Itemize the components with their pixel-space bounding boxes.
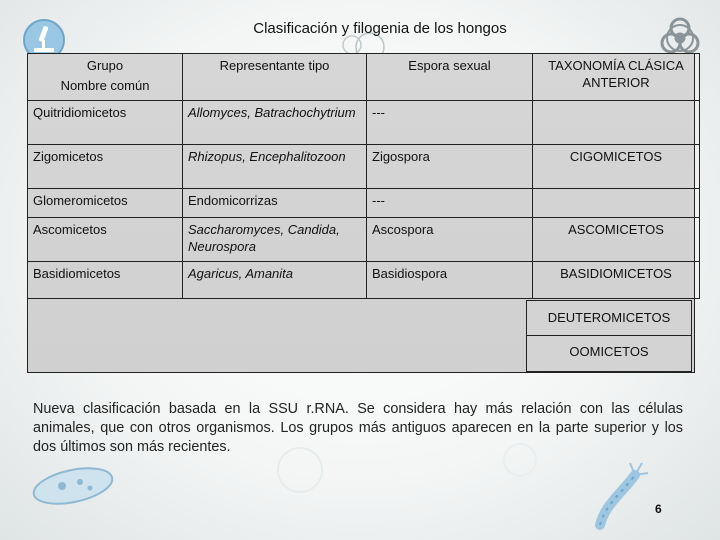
cell-representante: Rhizopus, Encephalitozoon (183, 145, 367, 189)
page-title: Clasificación y filogenia de los hongos (253, 20, 507, 37)
cell-grupo: Quitridiomicetos (28, 101, 183, 145)
header-grupo (28, 54, 183, 101)
cell-representante: Agaricus, Amanita (183, 262, 367, 299)
header-espora: Espora sexual (367, 54, 533, 101)
cell-taxonomia (533, 101, 700, 145)
cell-espora: --- (367, 189, 533, 218)
cell-espora: Ascospora (367, 218, 533, 262)
cell-grupo: Glomeromicetos (28, 189, 183, 218)
bacterium-icon (28, 462, 118, 510)
microorganism-icon (580, 455, 660, 535)
table-row (28, 189, 700, 218)
cell-representante: Endomicorrizas (183, 189, 367, 218)
header-grupo-label: Grupo (86, 58, 124, 73)
description-paragraph: Nueva clasificación basada en la SSU r.RNA. Se considera hay más relación con las células animales, que con otros organismos. Los grupos más antiguos aparecen en la parte superior y los dos últimos son más recientes. (33, 401, 683, 455)
cell-espora: --- (367, 101, 533, 145)
cell-representante: Allomyces, Batrachochytrium (183, 101, 367, 145)
cell-grupo: Ascomicetos (28, 218, 183, 262)
cell-espora: Basidiospora (367, 262, 533, 299)
extra-taxonomia-cell: DEUTEROMICETOS (526, 300, 692, 336)
table-header-row (28, 54, 700, 101)
table-row (28, 262, 700, 299)
classification-table (27, 53, 700, 299)
header-grupo-sub: Nombre común (60, 78, 150, 93)
page-number: 6 (655, 502, 662, 516)
cell-grupo: Basidiomicetos (28, 262, 183, 299)
header-taxonomia: TAXONOMÍA CLÁSICA ANTERIOR (533, 54, 700, 101)
table-row (28, 218, 700, 262)
cell-taxonomia: CIGOMICETOS (533, 145, 700, 189)
cell-grupo: Zigomicetos (28, 145, 183, 189)
cell-taxonomia (533, 189, 700, 218)
cell-taxonomia: ASCOMICETOS (533, 218, 700, 262)
table-row (28, 101, 700, 145)
header-representante: Representante tipo (183, 54, 367, 101)
cell-taxonomia: BASIDIOMICETOS (533, 262, 700, 299)
extra-taxonomia-cell: OOMICETOS (526, 336, 692, 372)
cell-representante: Saccharomyces, Candida, Neurospora (183, 218, 367, 262)
table-row (28, 145, 700, 189)
cell-espora: Zigospora (367, 145, 533, 189)
